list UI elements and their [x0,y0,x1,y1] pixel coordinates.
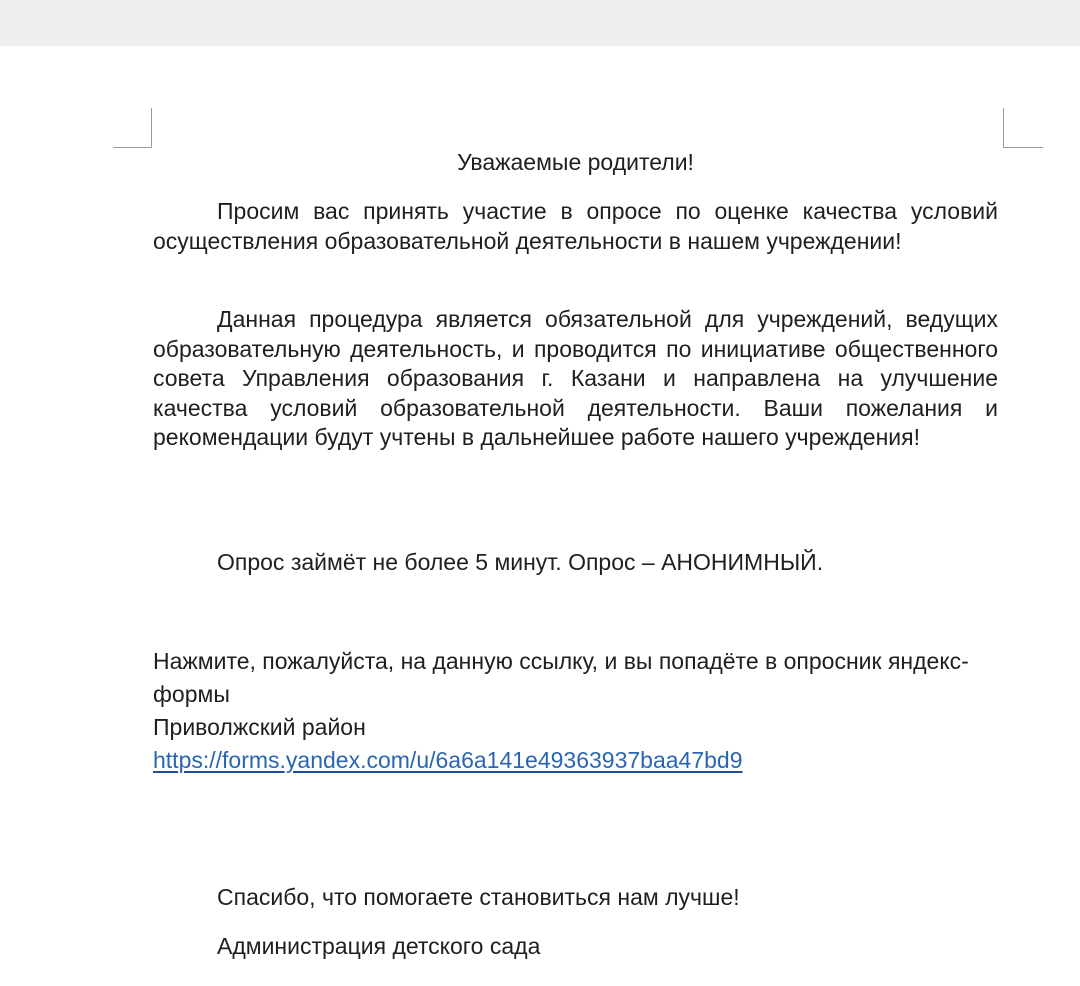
margin-mark-left-horizontal [113,147,152,148]
margin-mark-right-horizontal [1003,147,1043,148]
signature-text: Администрация детского сада [217,933,541,959]
margin-mark-left-vertical [151,108,152,148]
paragraph-procedure: Данная процедура является обязательной для учреждений, ведущих образовательную деятельность, и проводится по инициативе общественного совета Управления образования г. Казани и направлена на улучшение качества условий образовательной деятельности. Ваши пожелания и рекомендации будут учтены в дальнейшее работе нашего учреждения! [153,306,998,450]
survey-link[interactable]: https://forms.yandex.com/u/6a6a141e49363937baa47bd9 [153,747,743,773]
paragraph-duration: Опрос займёт не более 5 минут. Опрос – АНОНИМНЫЙ. [217,549,824,575]
instruction-text: Нажмите, пожалуйста, на данную ссылку, и вы попадёте в опросник яндекс-формы [153,648,969,707]
district-label: Приволжский район [153,714,366,740]
paragraph-request: Просим вас принять участие в опросе по оценке качества условий осуществления образовательной деятельности в нашем учреждении! [153,198,998,254]
top-toolbar [0,0,1080,46]
document-title: Уважаемые родители! [457,149,694,175]
document-page [0,46,1080,986]
thanks-text: Спасибо, что помогаете становиться нам лучше! [217,884,740,910]
margin-mark-right-vertical [1003,108,1004,148]
